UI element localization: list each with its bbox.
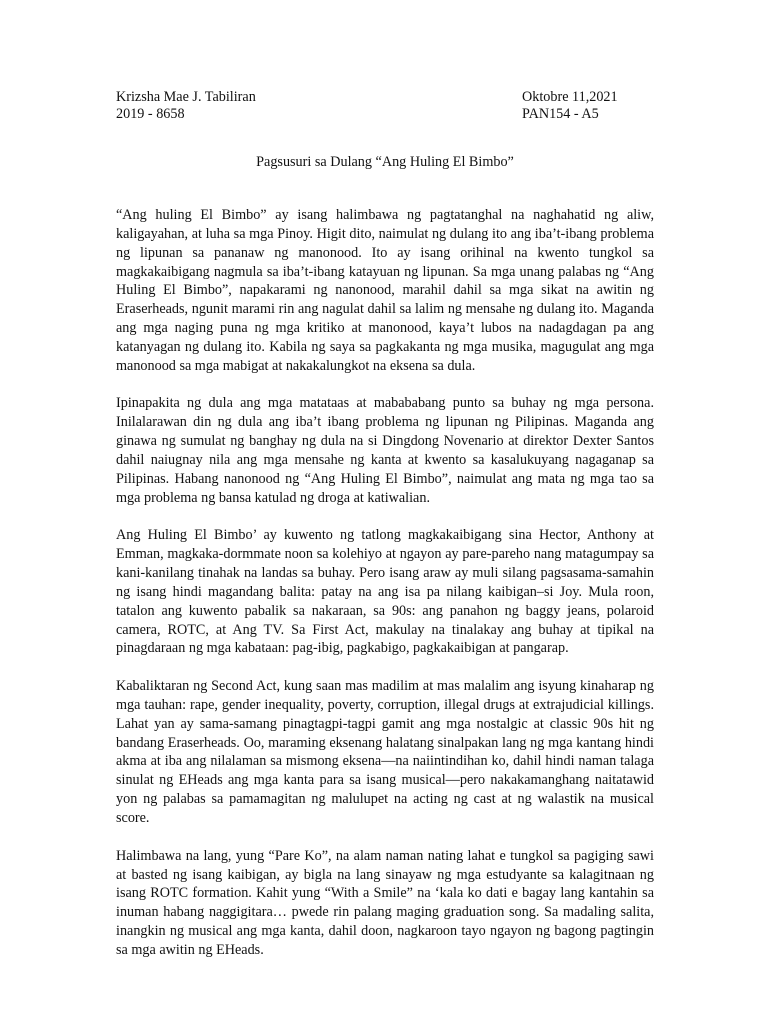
document-body — [116, 206, 654, 960]
document-title: Pagsusuri sa Dulang “Ang Huling El Bimbo” — [256, 154, 514, 170]
paragraph-2: Ipinapakita ng dula ang mga matataas at mabababang punto sa buhay ng mga persona. Inilalarawan din ng dula ang iba’t ibang problema ng lipunan ng Pilipinas. Maganda ang ginawa ng sumulat ng banghay ng dula na si Dingdong Novenario at direktor Dexter Santos dahil naiugnay nila ang mga mensahe ng kanta at kwento sa kasalukuyang nagaganap sa Pilipinas. Habang nanonood ng “Ang Huling El Bimbo”, naimulat ang mata ng mga tao sa mga problema ng bansa katulad ng droga at katiwalian. — [116, 395, 654, 506]
paragraph-3: Ang Huling El Bimbo’ ay kuwento ng tatlong magkakaibigang sina Hector, Anthony at Emman, magkaka-dormmate noon sa kolehiyo at ngayon ay pare-pareho nang matagumpay sa kani-kanilang tinahak na landas sa buhay. Pero isang araw ay muli silang pagsasama-samahin ng isang hindi magandang balita: patay na ang isa pa nilang kaibigan–si Joy. Mula roon, tatalon ang kuwento pabalik sa nakaraan, sa 90s: ang panahon ng baggy jeans, polaroid camera, ROTC, at Ang TV. Sa First Act, makulay na tinalakay ang buhay at tipikal na pinagdaraan ng mga kabataan: pag-ibig, pagkabigo, pagkakaibigan at pangarap. — [116, 527, 654, 657]
student-id: 2019 - 8658 — [116, 106, 185, 122]
paragraph-5: Halimbawa na lang, yung “Pare Ko”, na alam naman nating lahat e tungkol sa pagiging sawi at basted ng isang kaibigan, ay bigla na lang sinayaw ng mga estudyante sa kalagitnaan ng isang ROTC formation. Kahit yung “With a Smile” na ‘kala ko dati e bagay lang kantahin sa inuman habang naggigitara… pwede rin palang maging graduation song. Sa madaling salita, inangkin ng musical ang mga kanta, dahil doon, nagkaroon tayo ngayon ng bagong pagtingin sa mga awitin ng EHeads. — [116, 847, 654, 958]
paragraph-4: Kabaliktaran ng Second Act, kung saan mas madilim at mas malalim ang isyung kinaharap ng mga tauhan: rape, gender inequality, poverty, corruption, illegal drugs at extrajudicial killings. Lahat yan ay sama-samang pinagtagpi-tagpi gamit ang mga nostalgic at classic 90s hit ng bandang Eraserheads. Oo, maraming eksenang halatang sinalpakan lang ng mga kantang hindi akma at iba ang nilalaman sa mismong eksena—na naiintindihan ko, dahil hindi naman talaga sinulat ng EHeads ang mga kanta para sa isang musical—pero nakakamanghang naitatawid yon ng palabas sa pamamagitan ng malulupet na acting ng cast at ng walastik na musical score. — [116, 678, 654, 826]
author-name: Krizsha Mae J. Tabiliran — [116, 89, 256, 105]
course-code: PAN154 - A5 — [522, 106, 599, 122]
document-date: Oktobre 11,2021 — [522, 89, 618, 105]
paragraph-1: “Ang huling El Bimbo” ay isang halimbawa ng pagtatanghal na naghahatid ng aliw, kaligayahan, at luha sa mga Pinoy. Higit dito, naimulat ng dulang ito ang iba’t-ibang problema ng lipunan sa pananaw ng manonood. Ito ay isang orihinal na kwento tungkol sa magkakaibigang nagmula sa iba’t-ibang katayuan ng lipunan. Sa mga unang palabas ng “Ang Huling El Bimbo”, napakarami ng nanonood, marahil dahil sa mga sikat na awitin ng Eraserheads, ngunit marami rin ang nagulat dahil sa lalim ng mensahe ng dulang ito. Maganda ang mga naging puna ng mga kritiko at manonood, kaya’t lubos na nadagdagan pa ang katanyagan ng dulang ito. Kabila ng saya sa pagkakanta ng mga musika, magugulat ang mga manonood sa mga mabigat at nakakalungkot na eksena sa dula. — [116, 207, 654, 374]
header-row-2 — [116, 104, 654, 124]
